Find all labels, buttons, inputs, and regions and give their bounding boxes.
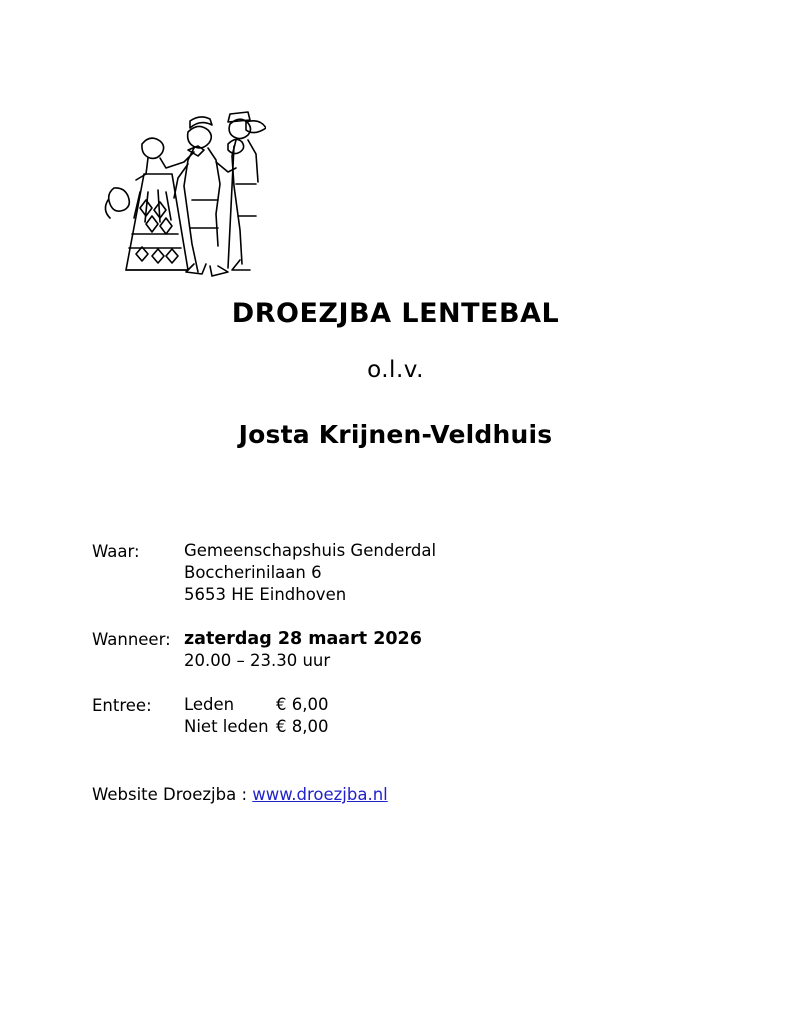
fee-row-members [184, 694, 712, 716]
fee-row-nonmembers [184, 716, 712, 738]
detail-row-location [92, 540, 712, 606]
page-title: DROEZJBA LENTEBAL [231, 298, 560, 329]
detail-value-waar [182, 540, 712, 606]
conductor-name: Josta Krijnen-Veldhuis [238, 420, 553, 449]
detail-row-entree [92, 694, 712, 738]
detail-value-wanneer [182, 628, 712, 672]
detail-label-entree: Entree: [92, 696, 152, 715]
event-date: zaterdag 28 maart 2026 [184, 629, 422, 649]
fee-name-members: Leden [184, 695, 235, 714]
detail-row-datetime [92, 628, 712, 672]
location-line-3: 5653 HE Eindhoven [184, 585, 347, 604]
detail-value-entree [182, 694, 712, 738]
event-details [92, 540, 712, 760]
detail-label-wanneer: Wanneer: [92, 630, 171, 649]
fee-name-nonmembers: Niet leden [184, 717, 269, 736]
website-label: Website Droezjba : [92, 785, 253, 804]
folk-dancers-illustration [96, 88, 266, 278]
fee-amount-members: € 6,00 [276, 695, 329, 714]
location-line-1: Gemeenschapshuis Genderdal [184, 541, 437, 560]
location-line-2: Boccherinilaan 6 [184, 563, 322, 582]
event-time: 20.00 – 23.30 uur [184, 651, 331, 670]
website-link[interactable]: www.droezjba.nl [252, 785, 388, 804]
subtitle-olv: o.l.v. [367, 357, 424, 383]
fee-amount-nonmembers: € 8,00 [276, 717, 329, 736]
website-line [92, 785, 388, 804]
detail-label-waar: Waar: [92, 542, 140, 561]
